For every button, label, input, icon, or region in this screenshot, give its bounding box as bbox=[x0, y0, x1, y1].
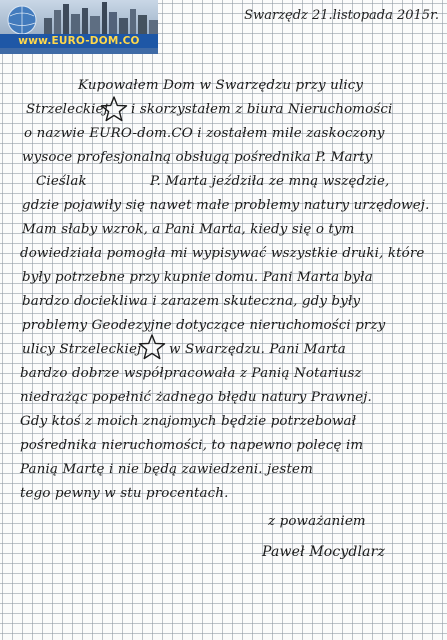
letter-line: dowiedziała pomogła mi wypisywać wszystkie druki, które bbox=[20, 246, 425, 261]
letter-line: problemy Geodezyjne dotyczące nieruchomości przy bbox=[22, 318, 386, 333]
letter-line: P. Marta jeździła ze mną wszędzie, bbox=[150, 174, 390, 189]
letter-line: Panią Martę i nie będą zawiedzeni. jestem bbox=[20, 462, 313, 477]
letter-line: bardzo dociekliwa i zarazem skuteczna, gdy były bbox=[22, 294, 361, 309]
letter-line: tego pewny w stu procentach. bbox=[20, 486, 229, 501]
letter-line: Strzeleckiej bbox=[26, 102, 108, 117]
logo-band bbox=[0, 34, 158, 48]
letter-line: w Swarzędzu. Pani Marta bbox=[169, 342, 346, 357]
logo-bottom-strip bbox=[0, 48, 158, 54]
star-icon bbox=[138, 334, 166, 360]
star-icon bbox=[100, 96, 128, 122]
letter-line: Kupowałem Dom w Swarzędzu przy ulicy bbox=[78, 78, 364, 93]
euro-dom-logo[interactable] bbox=[0, 0, 158, 54]
letter-line: i skorzystałem z biura Nieruchomości bbox=[131, 102, 393, 117]
letter-line: gdzie pojawiły się nawet małe problemy natury urzędowej. bbox=[22, 198, 430, 213]
logo-text: www.EURO-DOM.CO bbox=[18, 35, 140, 47]
letter-line: były potrzebne przy kupnie domu. Pani Marta była bbox=[22, 270, 373, 285]
signature: Paweł Mocydlarz bbox=[262, 544, 386, 560]
letter-line: ulicy Strzeleckiej bbox=[22, 342, 142, 357]
city-skyline-icon bbox=[0, 0, 158, 36]
letter-line: bardzo dobrze współpracowała z Panią Notariusz bbox=[20, 366, 362, 381]
letter-line: niedrażąc popełnić żadnego błędu natury Prawnej. bbox=[20, 390, 372, 405]
letter-date: Swarzędz 21.listopada 2015r. bbox=[244, 8, 439, 23]
letter-line: Mam słaby wzrok, a Pani Marta, kiedy się o tym bbox=[22, 222, 355, 237]
letter-line: o nazwie EURO-dom.CO i zostałem mile zaskoczony bbox=[24, 126, 385, 141]
letter-line: Cieślak bbox=[36, 174, 87, 189]
letter-line: Gdy ktoś z moich znajomych będzie potrzebował bbox=[20, 414, 357, 429]
letter-line: pośrednika nieruchomości, to napewno polecę im bbox=[20, 438, 364, 453]
letter-line: wysoce profesjonalną obsługą pośrednika P. Marty bbox=[22, 150, 373, 165]
closing-phrase: z poważaniem bbox=[268, 514, 366, 529]
